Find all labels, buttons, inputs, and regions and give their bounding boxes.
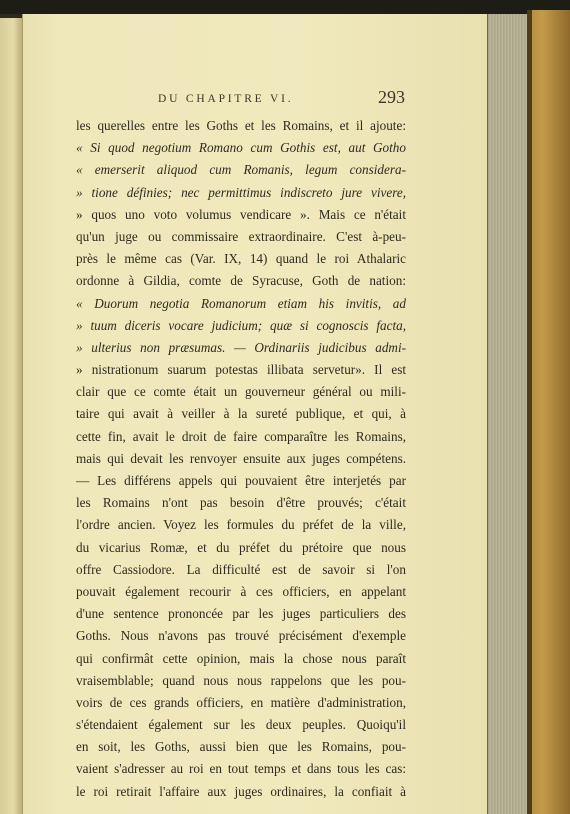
text-line: « Si quod negotium Romano cum Gothis est, aut Gotho bbox=[76, 140, 406, 156]
text-line: en soit, les Goths, aussi bien que les Romains, pou- bbox=[76, 739, 406, 755]
text-line: cette fin, avait le droit de faire comparaître les Romains, bbox=[76, 428, 406, 444]
text-line: le roi retirait l'affaire aux juges ordinaires, la confiait à bbox=[76, 783, 406, 799]
page-number: 293 bbox=[378, 87, 405, 107]
text-line: vraisemblable; quand nous nous rappelons que les pou- bbox=[76, 672, 406, 688]
text-line: » tione définies; nec permittimus indiscreto jure vivere, bbox=[76, 184, 406, 200]
text-line: — Les différens appels qui pouvaient être interjetés par bbox=[76, 473, 406, 488]
cover-board-shadow bbox=[527, 10, 532, 814]
text-line: les querelles entre les Goths et les Romains, et il ajoute: bbox=[76, 118, 406, 133]
text-line: » tuum diceris vocare judicium; quæ si cognoscis facta, bbox=[76, 317, 406, 333]
text-line: » ulterius non præsumas. — Ordinariis judicibus admi- bbox=[76, 339, 406, 355]
text-line: s'étendaient également sur les deux peuples. Quoiqu'il bbox=[76, 717, 406, 733]
text-line: du vicarius Romæ, et du préfet du prétoire que nous bbox=[76, 539, 406, 555]
text-line: » nistrationum suarum potestas illibata servetur». Il est bbox=[76, 362, 406, 378]
text-line: l'ordre ancien. Voyez les formules du préfet de la ville, bbox=[76, 517, 406, 533]
body-text bbox=[76, 115, 406, 803]
text-line: vaient s'adresser au roi en tout temps et dans tous les cas: bbox=[76, 761, 406, 777]
text-line: mais qui devait les renvoyer ensuite aux juges compétens. bbox=[76, 450, 406, 466]
facing-page-edge bbox=[0, 18, 23, 814]
text-line: clair que ce comte était un gouverneur général ou mili- bbox=[76, 384, 406, 400]
page-fore-edge bbox=[487, 14, 528, 814]
text-line: les Romains n'ont pas besoin d'être prouvés; c'était bbox=[76, 495, 406, 511]
text-line: taire qui avait à veiller à la sureté publique, et qui, à bbox=[76, 406, 406, 422]
running-head: DU CHAPITRE VI. bbox=[158, 93, 294, 105]
scan-top-shadow bbox=[0, 0, 570, 14]
text-line: pouvait également recourir à ces officiers, en appelant bbox=[76, 583, 406, 599]
text-line: d'une sentence prononcée par les juges particuliers des bbox=[76, 606, 406, 622]
text-line: ordonne à Gildia, comte de Syracuse, Goth de nation: bbox=[76, 273, 406, 289]
book-cover-board bbox=[527, 10, 570, 814]
text-line: « Duorum negotia Romanorum etiam his invitis, ad bbox=[76, 295, 406, 311]
text-line: Goths. Nous n'avons pas trouvé précisément d'exemple bbox=[76, 628, 406, 644]
text-line: près le même cas (Var. IX, 14) quand le roi Athalaric bbox=[76, 251, 406, 267]
text-line: voirs de ces grands officiers, en matière d'administration, bbox=[76, 694, 406, 710]
text-line: offre Cassiodore. La difficulté est de savoir si l'on bbox=[76, 561, 406, 577]
text-line: » quos uno voto volumus vendicare ». Mais ce n'était bbox=[76, 206, 406, 222]
text-line: qu'un juge ou commissaire extraordinaire. C'est à-peu- bbox=[76, 228, 406, 244]
text-line: qui confirmât cette opinion, mais la chose nous paraît bbox=[76, 650, 406, 666]
text-line: « emerserit aliquod cum Romanis, legum considera- bbox=[76, 162, 406, 178]
